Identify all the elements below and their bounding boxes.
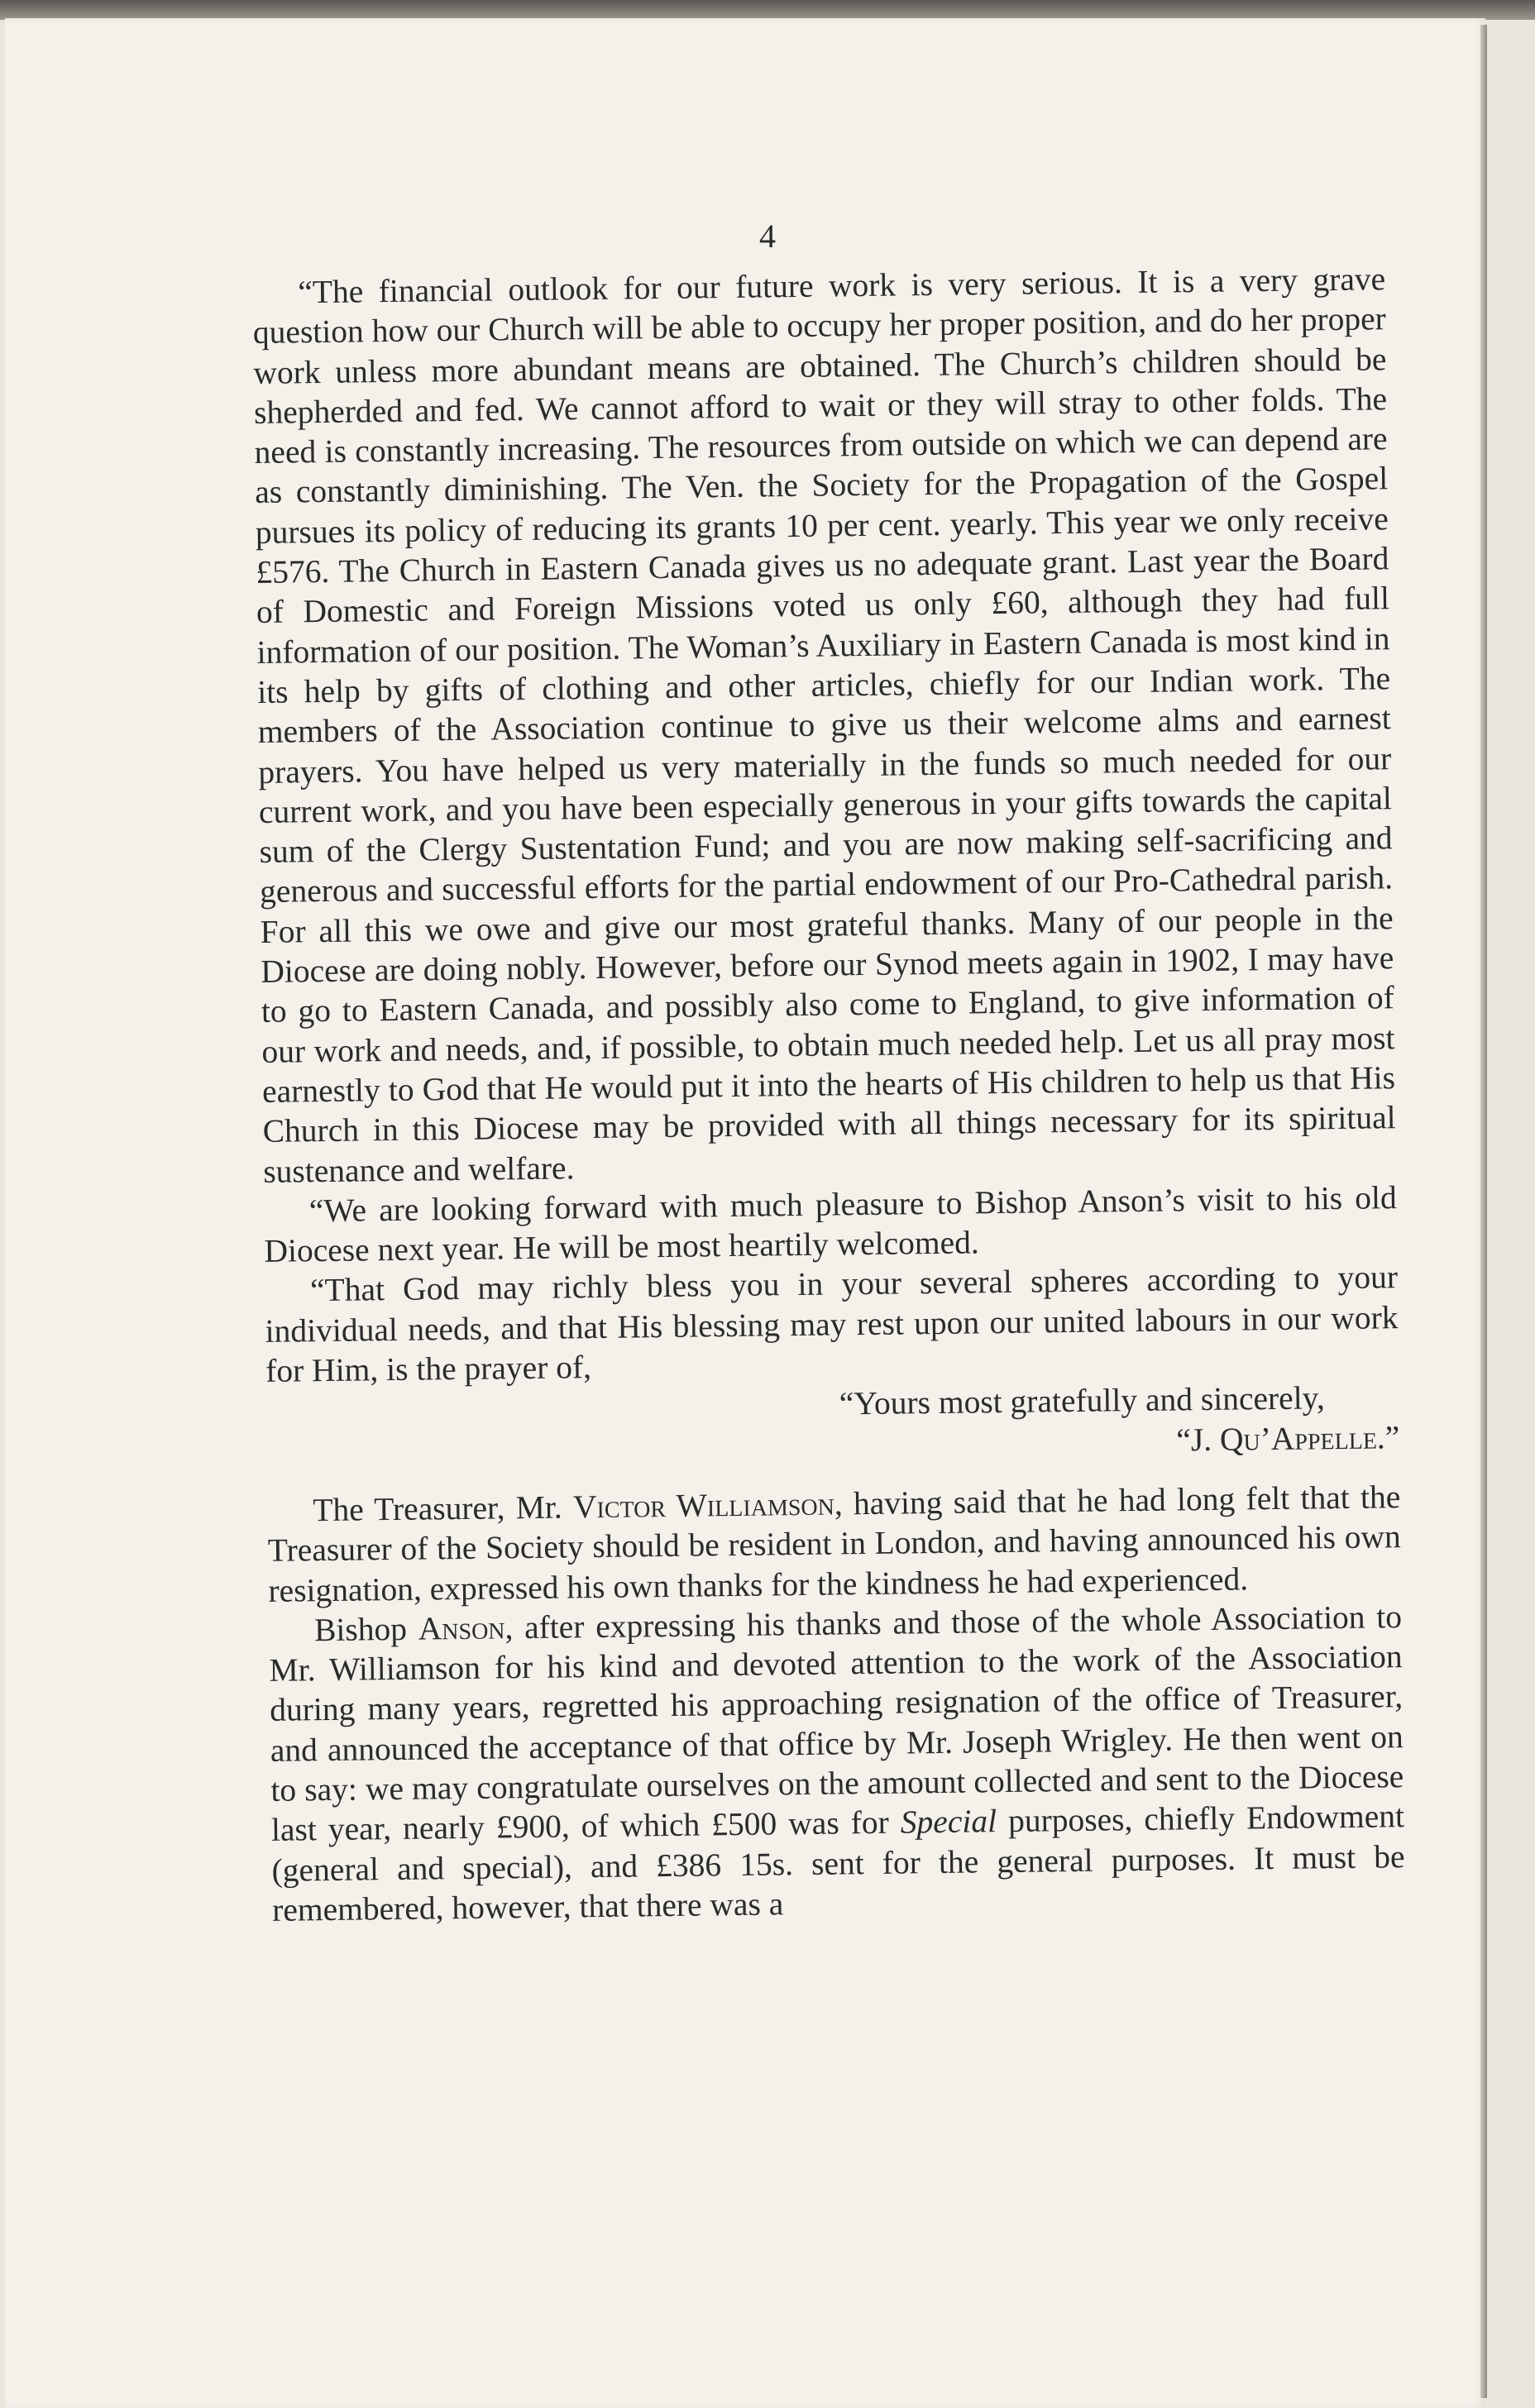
page-edge	[1480, 25, 1487, 2398]
bishop-text-2: purposes, chiefly Endowment (general and special), and £386 15s. sent for the general purposes. It must be remembered, however, that there was a	[271, 1798, 1405, 1928]
bishop-lead: Bishop	[313, 1610, 408, 1649]
letter-closing: “Yours most gratefully and sincerely,	[839, 1379, 1325, 1422]
scan-border-top	[0, 0, 1535, 20]
letter-paragraph-1: “The financial outlook for our future work is very serious. It is a very grave question how our Church will be able to occupy her proper position, and do her proper work unless more abundant means are obtained. The Church’s children should be shepherded and fed. We cannot afford to wait or they will stray to other folds. The need is constantly increasing. The resources from outside on which we can depend are as constantly diminishing. The Ven. the Society for the Propagation of the Gospel pursues its policy of reducing its grants 10 per cent. yearly. This year we only receive £576. The Church in Eastern Canada gives us no adequate grant. Last year the Board of Domestic and Foreign Missions voted us only £60, although they had full information of our position. The Woman’s Auxiliary in Eastern Canada is most kind in its help by gifts of clothing and other articles, chiefly for our Indian work. The members of the Association continue to give us their welcome alms and earnest prayers. You have helped us very materially in the funds so much needed for our current work, and you have been especially generous in your gifts towards the capital sum of the Clergy Sustentation Fund; and you are now making self-sacrificing and generous and successful efforts for the partial endowment of our Pro-Cathedral parish. For all this we owe and give our most grateful thanks. Many of our people in the Diocese are doing nobly. However, before our Synod meets again in 1902, I may have to go to Eastern Canada, and possibly also come to England, to give information of our work and needs, and, if possible, to obtain much needed help. Let us all pray most earnestly to God that He would put it into the hearts of His children to help us that His Church in this Diocese may be provided with all things necessary for its spiritual sustenance and welfare.	[252, 260, 1396, 1190]
letter-paragraph-2: “We are looking forward with much pleasure to Bishop Anson’s visit to his old Diocese next year. He will be most heartily welcomed.	[264, 1179, 1398, 1270]
letter-signature: “J. Qu’Appelle.”	[1176, 1418, 1400, 1459]
bishop-name: Anson	[418, 1609, 505, 1647]
body-text	[252, 259, 1405, 1930]
letter-paragraph-3: “That God may richly bless you in your several spheres according to your individual needs, and that His blessing may rest upon our united labours in our work for Him, is the prayer of,	[265, 1259, 1399, 1389]
page-number: 4	[759, 217, 776, 255]
treasurer-name: Victor Williamson	[572, 1485, 835, 1526]
special-word: Special	[900, 1803, 997, 1841]
bishop-text-1: , after expressing his thanks and those of the whole Association to Mr. Williamson for his kind and devoted attention to the work of the Association during many years, regretted his approaching resignation of the office of Treasurer, and announced the acceptance of that office by Mr. Joseph Wrigley. He then went on to say: we may congratulate ourselves on the amount collected and sent to the Diocese last year, nearly £900, of which £500 was for	[269, 1598, 1404, 1849]
treasurer-paragraph	[267, 1477, 1402, 1611]
treasurer-text: , having said that he had long felt that the Treasurer of the Society should be resident in London, and having announced his own resignation, expressed his own thanks for the kindness he had experienced.	[267, 1479, 1402, 1609]
treasurer-lead: The Treasurer, Mr.	[313, 1488, 562, 1529]
bishop-paragraph	[269, 1597, 1406, 1930]
